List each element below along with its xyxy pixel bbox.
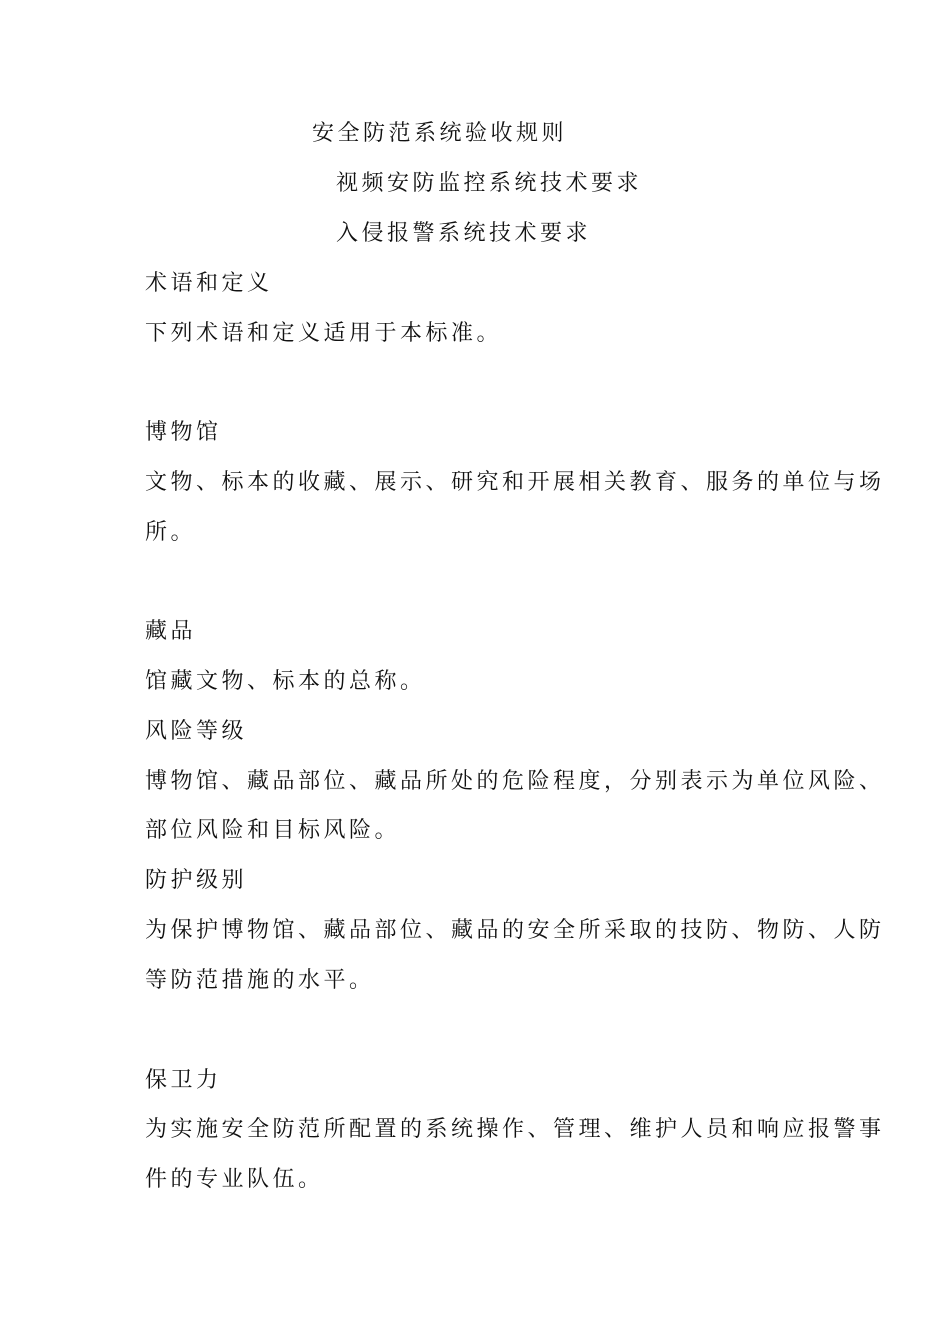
definition-risk-level-line-2: 部位风险和目标风险。	[145, 818, 401, 843]
term-security-force: 保卫力	[145, 1068, 222, 1093]
reference-line-3: 入侵报警系统技术要求	[336, 221, 592, 246]
definition-security-force-line-1: 为实施安全防范所配置的系统操作、管理、维护人员和响应报警事	[145, 1117, 885, 1142]
definition-museum-line-2: 所。	[145, 520, 197, 545]
definition-risk-level-line-1: 博物馆、藏品部位、藏品所处的危险程度，分别表示为单位风险、	[145, 769, 885, 794]
definition-protection-level-line-2: 等防范措施的水平。	[145, 968, 375, 993]
term-museum: 博物馆	[145, 420, 222, 445]
term-collection: 藏品	[145, 619, 197, 644]
intro-text: 下列术语和定义适用于本标准。	[145, 321, 503, 346]
section-heading: 术语和定义	[145, 271, 273, 296]
term-risk-level: 风险等级	[145, 719, 248, 744]
reference-line-2: 视频安防监控系统技术要求	[336, 171, 643, 196]
definition-collection-line-1: 馆藏文物、标本的总称。	[145, 669, 426, 694]
term-protection-level: 防护级别	[145, 868, 248, 893]
definition-protection-level-line-1: 为保护博物馆、藏品部位、藏品的安全所采取的技防、物防、人防	[145, 918, 885, 943]
reference-line-1: 安全防范系统验收规则	[312, 121, 568, 146]
definition-security-force-line-2: 件的专业队伍。	[145, 1167, 324, 1192]
definition-museum-line-1: 文物、标本的收藏、展示、研究和开展相关教育、服务的单位与场	[145, 470, 885, 495]
